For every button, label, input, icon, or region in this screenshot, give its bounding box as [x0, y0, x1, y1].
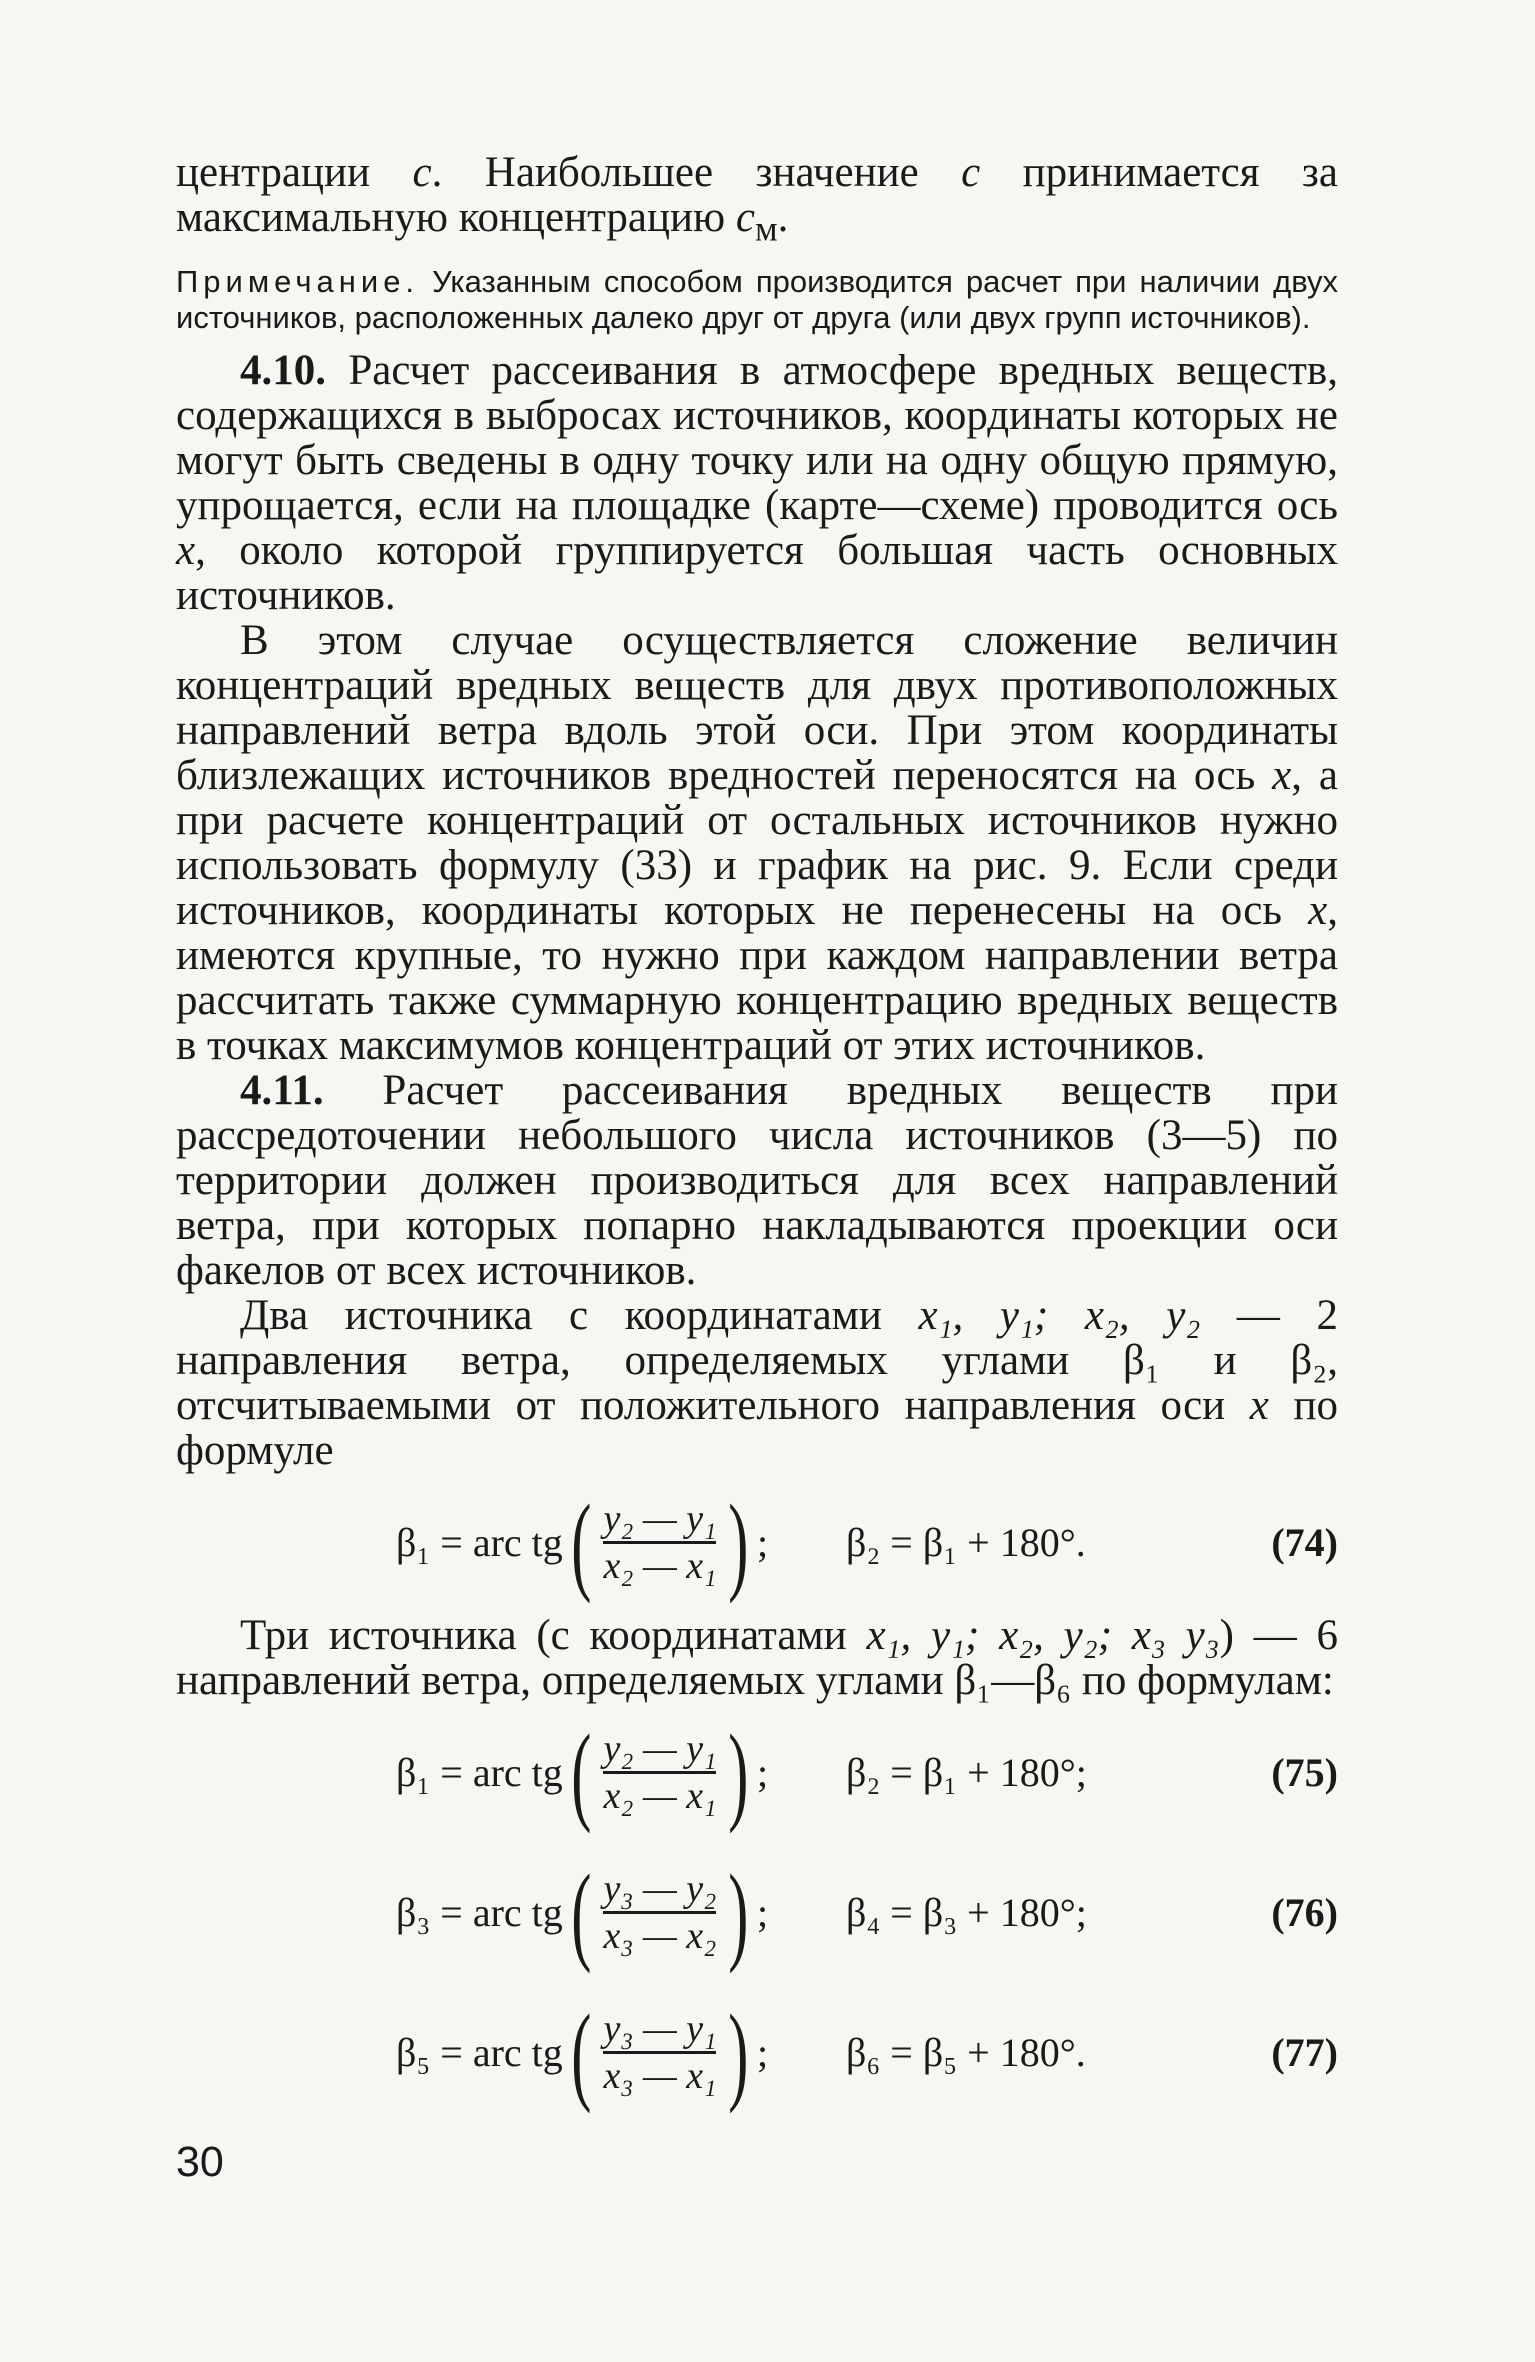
- fraction-numerator: y₂ — y₁: [603, 1728, 717, 1771]
- paragraph-case: [176, 618, 1338, 1068]
- fraction-denominator: x₃ — x₁: [603, 2055, 717, 2098]
- paragraph-continuation: [176, 150, 1338, 252]
- formula-rhs: β₄ = β₃ + 180°;: [846, 1890, 1087, 1936]
- text-run: . Наибольшее значение: [431, 149, 962, 196]
- equation-number: (75): [1271, 1750, 1338, 1796]
- fraction-denominator: x₂ — x₁: [603, 1545, 717, 1588]
- formula-arctg: β₁ = arc tg: [396, 1520, 563, 1566]
- fraction-numerator: y₂ — y₁: [603, 1498, 717, 1541]
- subscript-m: м: [754, 208, 778, 249]
- paragraph-three-sources: [176, 1613, 1338, 1703]
- formula-separator: ;: [757, 1750, 769, 1796]
- formula-arctg: β₃ = arc tg: [396, 1890, 563, 1936]
- formula-74: [176, 1473, 1338, 1613]
- right-paren: ): [728, 1711, 749, 1834]
- equation-number: (74): [1271, 1520, 1338, 1566]
- text-run: , а при расчете концентраций от остальных источников нужно использовать формулу (33) и график на рис. 9. Если среди источников, координаты которых не перенесены на ось: [176, 751, 1338, 934]
- page-number: 30: [176, 2138, 224, 2186]
- equation-number: (76): [1271, 1890, 1338, 1936]
- fraction: [603, 1867, 716, 1958]
- text-run: по формуле: [176, 1381, 1339, 1474]
- text-run: принимается за максимальную концентрацию: [176, 149, 1338, 241]
- formula-rhs: β₂ = β₁ + 180°.: [846, 1520, 1086, 1566]
- symbol-x: x: [1308, 886, 1328, 934]
- right-paren: ): [728, 1481, 749, 1604]
- formula-75: [176, 1703, 1338, 1843]
- formula-separator: ;: [757, 1520, 769, 1566]
- text-run: — 2 направления ветра, определяемых углами β₁ и β₂, отсчитываемыми от положительного направления оси: [176, 1291, 1338, 1429]
- coordinates: x₁, y₁; x₂, y₂: [918, 1291, 1201, 1339]
- formula-separator: ;: [757, 2030, 769, 2076]
- right-paren: ): [728, 1991, 749, 2114]
- formula-separator: ;: [757, 1890, 769, 1936]
- left-paren: (: [571, 1851, 592, 1974]
- fraction-numerator: y₃ — y₁: [603, 2008, 717, 2051]
- symbol-c: c: [961, 149, 981, 196]
- formula-rhs: β₆ = β₅ + 180°.: [846, 2030, 1086, 2076]
- formula-77: [176, 1983, 1338, 2123]
- text-run: , имеются крупные, то нужно при каждом направлении ветра рассчитать также суммарную концентрацию вредных веществ в точках максимумов концентраций от этих источников.: [176, 886, 1338, 1069]
- fraction: [603, 1727, 716, 1818]
- formula-arctg: β₅ = arc tg: [396, 2030, 563, 2076]
- page-body: [176, 150, 1338, 2123]
- formula-76: [176, 1843, 1338, 1983]
- text-run: Три источника (с координатами: [240, 1611, 867, 1659]
- formula-lhs: [396, 1703, 768, 1843]
- formula-rhs: β₂ = β₁ + 180°;: [846, 1750, 1087, 1796]
- left-paren: (: [571, 1481, 592, 1604]
- symbol-x: x: [1272, 751, 1292, 799]
- symbol-c: c: [412, 149, 432, 196]
- fraction: [603, 2007, 716, 2098]
- fraction-denominator: x₂ — x₁: [603, 1775, 717, 1818]
- text-run: Расчет рассеивания в атмосфере вредных веществ, содержащихся в выбросах источников, координаты которых не могут быть сведены в одну точку или на одну общую прямую, упрощается, если на площадке (карте—схеме) проводится ось: [176, 346, 1338, 529]
- formula-lhs: [396, 1843, 768, 1983]
- paragraph-4-11: [176, 1068, 1338, 1293]
- text-run: центрации: [176, 149, 413, 196]
- coordinates: x₁, y₁; x₂, y₂; x₃ y₃: [866, 1611, 1220, 1659]
- text-run: ) — 6 направлений ветра, определяемых углами β₁—β₆ по формулам:: [176, 1611, 1338, 1704]
- text-run: .: [777, 194, 789, 241]
- section-number: 4.11.: [240, 1066, 324, 1114]
- left-paren: (: [571, 1711, 592, 1834]
- formula-lhs: [396, 1473, 768, 1613]
- right-paren: ): [728, 1851, 749, 1974]
- paragraph-two-sources: [176, 1293, 1338, 1473]
- paragraph-4-10: [176, 348, 1338, 618]
- note-text: Указанным способом производится расчет при наличии двух источников, расположенных далеко друг от друга (или двух групп источников).: [176, 263, 1338, 335]
- left-paren: (: [571, 1991, 592, 2114]
- fraction-numerator: y₃ — y₂: [603, 1868, 717, 1911]
- symbol-x: x: [1249, 1381, 1269, 1429]
- note-label: Примечание.: [176, 263, 420, 299]
- symbol-x: x: [176, 526, 196, 574]
- equation-number: (77): [1271, 2030, 1338, 2076]
- text-run: Два источника с координатами: [240, 1291, 919, 1339]
- symbol-c: c: [735, 194, 755, 241]
- text-run: Расчет рассеивания вредных веществ при рассредоточении небольшого числа источников (3—5) по территории должен производиться для всех направлений ветра, при которых попарно накладываются проекции оси факелов от всех источников.: [176, 1066, 1338, 1294]
- section-number: 4.10.: [240, 346, 326, 394]
- fraction-denominator: x₃ — x₂: [603, 1915, 717, 1958]
- fraction: [603, 1497, 716, 1588]
- formula-lhs: [396, 1983, 768, 2123]
- formula-arctg: β₁ = arc tg: [396, 1750, 563, 1796]
- text-run: , около которой группируется большая часть основных источников.: [176, 526, 1338, 619]
- text-run: В этом случае осуществляется сложение величин концентраций вредных веществ для двух противоположных направлений ветра вдоль этой оси. При этом координаты близлежащих источников вредностей переносятся на ось: [176, 616, 1338, 799]
- note-paragraph: [176, 264, 1338, 336]
